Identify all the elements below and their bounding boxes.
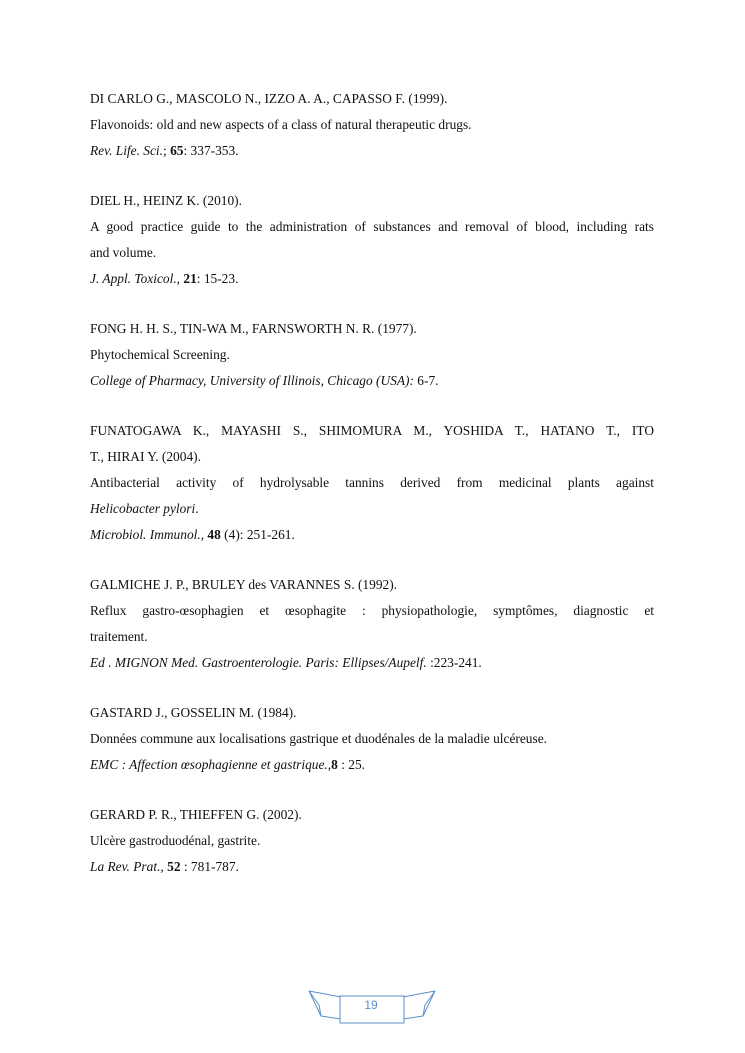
reference-title: Ulcère gastroduodénal, gastrite. (90, 833, 261, 848)
reference-authors: DIEL H., HEINZ K. (2010). (90, 193, 242, 208)
journal-volume: 65 (170, 143, 184, 158)
reference-citation (90, 522, 654, 548)
reference-title-line-1: A good practice guide to the administration of substances and removal of blood, including rats (90, 219, 654, 234)
reference-entry (90, 700, 654, 778)
citation-separator: , (160, 859, 168, 874)
journal-name: Microbiol. Immunol. (90, 527, 201, 542)
journal-volume: 52 (167, 859, 181, 874)
reference-citation (90, 854, 654, 880)
page-footer (307, 990, 437, 1026)
reference-citation (90, 266, 654, 292)
reference-entry (90, 188, 654, 292)
journal-pages: : 25. (337, 757, 365, 772)
reference-title: Phytochemical Screening. (90, 347, 230, 362)
reference-title: Flavonoids: old and new aspects of a class of natural therapeutic drugs. (90, 117, 472, 132)
reference-title-line-1: Reflux gastro-œsophagien et œsophagite : physiopathologie, symptômes, diagnostic et (90, 603, 654, 618)
reference-entry (90, 86, 654, 164)
journal-pages: :223-241. (426, 655, 482, 670)
journal-name: College of Pharmacy, University of Illinois, Chicago (USA): (90, 373, 414, 388)
reference-entry (90, 316, 654, 394)
journal-name: Rev. Life. Sci. (90, 143, 164, 158)
reference-citation (90, 752, 654, 778)
journal-pages: : 15-23. (196, 271, 239, 286)
journal-volume: 8 (331, 757, 338, 772)
journal-name: EMC : Affection œsophagienne et gastrique. (90, 757, 328, 772)
journal-volume: 48 (207, 527, 221, 542)
citation-separator: , (200, 527, 208, 542)
citation-separator: ; (163, 143, 171, 158)
reference-entry (90, 572, 654, 676)
reference-title: Données commune aux localisations gastrique et duodénales de la maladie ulcéreuse. (90, 731, 547, 746)
reference-entry (90, 802, 654, 880)
citation-separator: , (327, 757, 332, 772)
journal-pages: : 337-353. (183, 143, 239, 158)
species-name: Helicobacter pylori (90, 501, 196, 516)
reference-authors: GASTARD J., GOSSELIN M. (1984). (90, 705, 297, 720)
reference-citation (90, 368, 654, 394)
journal-name: Ed . MIGNON Med. Gastroenterologie. Paris: Ellipses/Aupelf. (90, 655, 427, 670)
ribbon-left-tail (309, 991, 341, 1019)
journal-name: La Rev. Prat. (90, 859, 161, 874)
title-end: . (195, 501, 199, 516)
reference-authors: DI CARLO G., MASCOLO N., IZZO A. A., CAPASSO F. (1999). (90, 91, 448, 106)
journal-name: J. Appl. Toxicol., (90, 271, 181, 286)
reference-authors-line-1: FUNATOGAWA K., MAYASHI S., SHIMOMURA M., YOSHIDA T., HATANO T., ITO (90, 423, 654, 438)
reference-list (90, 86, 654, 904)
reference-entry (90, 418, 654, 548)
reference-authors: FONG H. H. S., TIN-WA M., FARNSWORTH N. R. (1977). (90, 321, 417, 336)
journal-pages: (4): 251-261. (220, 527, 295, 542)
ribbon-right-tail (403, 991, 435, 1019)
reference-title-line-2: traitement. (90, 629, 148, 644)
journal-volume: 21 (183, 271, 197, 286)
reference-authors: GERARD P. R., THIEFFEN G. (2002). (90, 807, 302, 822)
page-number: 19 (364, 998, 378, 1012)
journal-pages: 6-7. (413, 373, 439, 388)
reference-authors: GALMICHE J. P., BRULEY des VARANNES S. (1992). (90, 577, 398, 592)
reference-citation (90, 650, 654, 676)
reference-title-line-2: and volume. (90, 245, 157, 260)
reference-title-line-2 (90, 496, 654, 522)
reference-citation (90, 138, 654, 164)
reference-authors-line-2: T., HIRAI Y. (2004). (90, 449, 201, 464)
journal-pages: : 781-787. (180, 859, 239, 874)
reference-title-line-1: Antibacterial activity of hydrolysable tannins derived from medicinal plants against (90, 475, 654, 490)
